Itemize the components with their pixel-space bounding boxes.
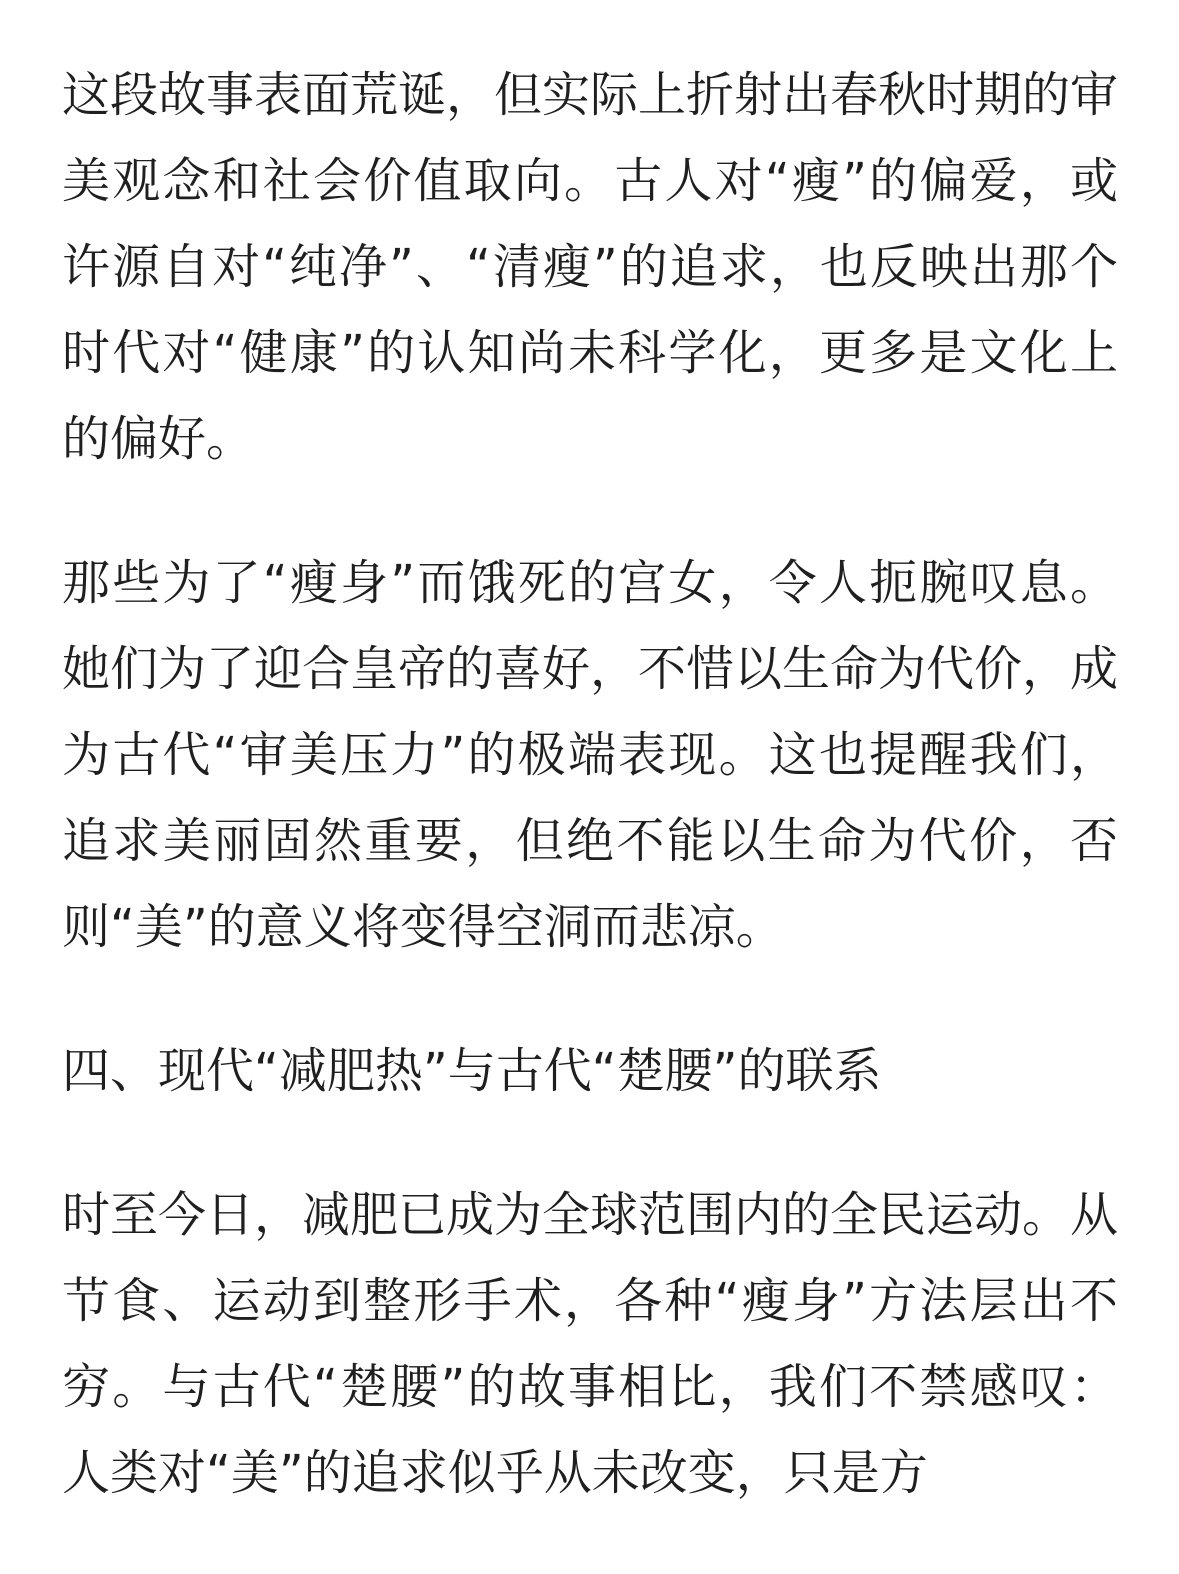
article-paragraph: 时至今日，减肥已成为全球范围内的全民运动。从节食、运动到整形手术，各种“瘦身”方法层出不穷。与古代“楚腰”的故事相比，我们不禁感叹：人类对“美”的追求似乎从未改变，只是方 xyxy=(62,1187,1119,1501)
article-body xyxy=(62,52,1118,1574)
section-heading: 四、现代“减肥热”与古代“楚腰”的联系 xyxy=(62,1043,882,1099)
article-paragraph: 那些为了“瘦身”而饿死的宫女，令人扼腕叹息。她们为了迎合皇帝的喜好，不惜以生命为代价，成为古代“审美压力”的极端表现。这也提醒我们，追求美丽固然重要，但绝不能以生命为代价，否则“美”的意义将变得空洞而悲凉。 xyxy=(62,555,1119,955)
article-paragraph: 这段故事表面荒诞，但实际上折射出春秋时期的审美观念和社会价值取向。古人对“瘦”的偏爱，或许源自对“纯净”、“清瘦”的追求，也反映出那个时代对“健康”的认知尚未科学化，更多是文化上的偏好。 xyxy=(62,67,1119,467)
